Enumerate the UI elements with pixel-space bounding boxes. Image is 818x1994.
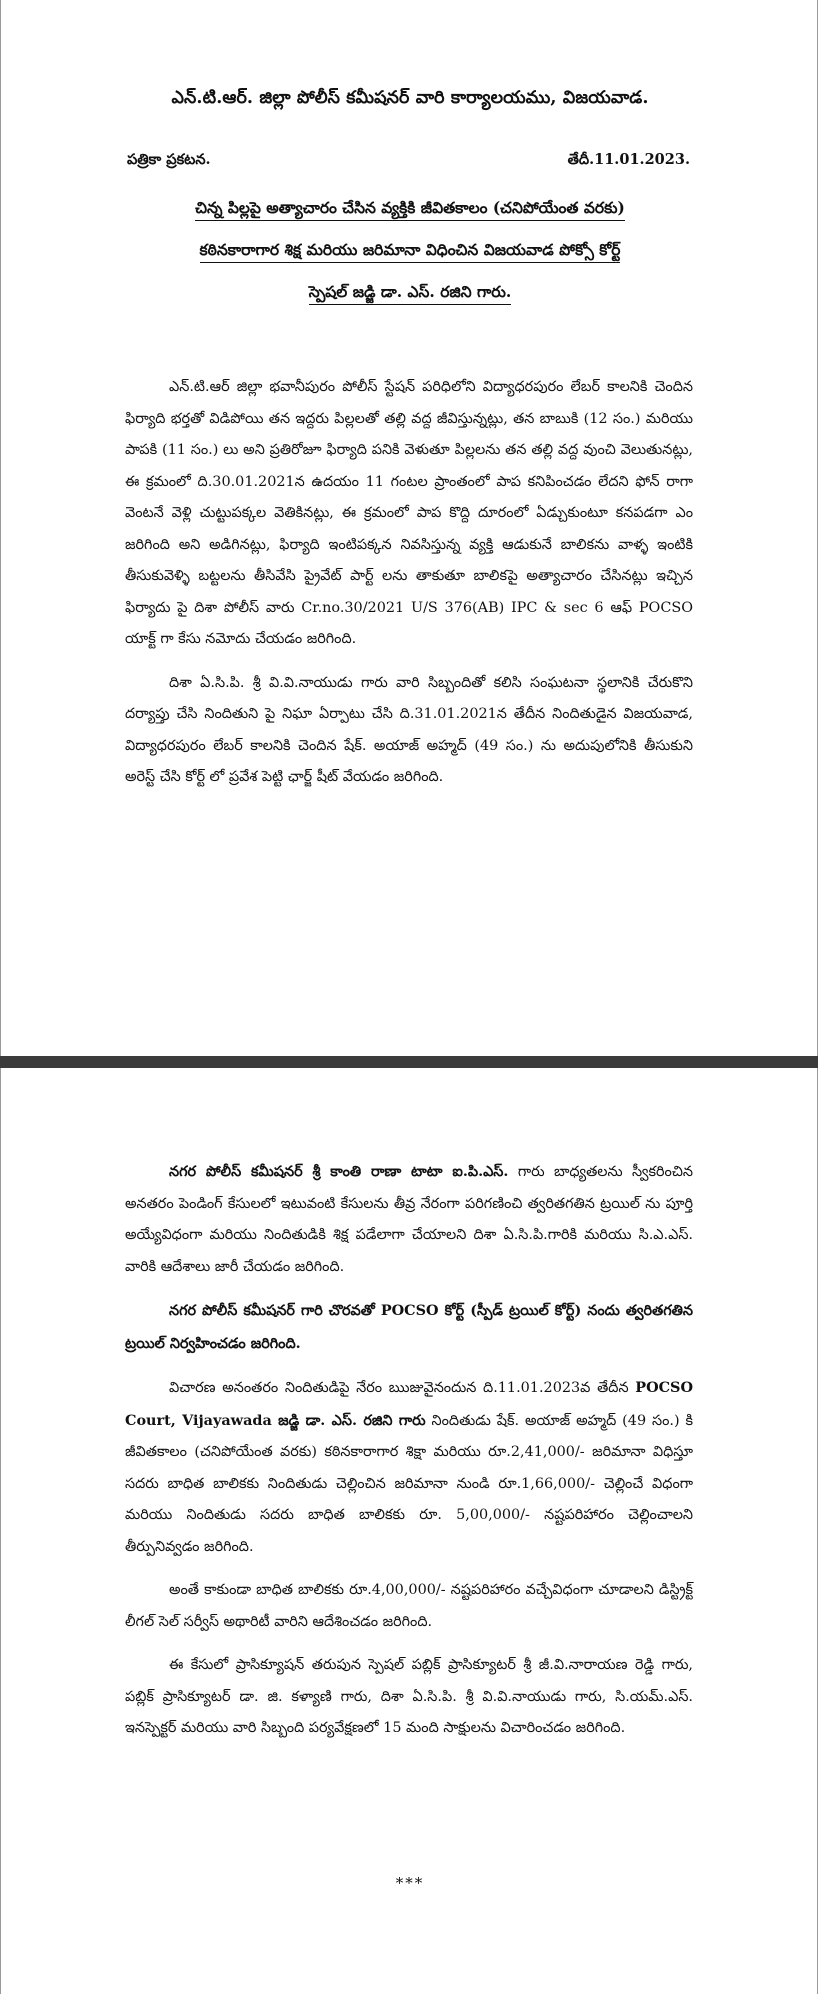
office-title: ఎన్.టి.ఆర్. జిల్లా పోలీస్ కమీషనర్ వారి కార్యాలయము, విజయవాడ. <box>171 88 649 108</box>
document-page-2 <box>0 1068 818 1994</box>
verdict-intro: విచారణ అనంతరం నిందితుడిపై నేరం ఋజువైనందున ది.11.01.2023వ తేదీన <box>169 1380 636 1396</box>
body-section-2 <box>125 1156 693 1745</box>
paragraph-commissioner-orders <box>125 1156 693 1283</box>
body-section-1 <box>125 372 693 794</box>
verdict-text: నిందితుడు షేక్. అయాజ్ అహ్మద్ (49 సం.) కి జీవితకాలం (చనిపోయేంత వరకు) కఠినకారాగార శిక్షా మరియు రూ.2,41,000/- జరిమానా విధిస్తూ సదరు బాధిత బాలికకు నిందితుడు చెల్లించిన జరిమానా నుండి రూ.1,66,000/- చెల్లించే విధంగా మరియు నిందితుడు సదరు బాధిత బాలికకు రూ. 5,00,000/- నష్టపరిహారం చెల్లించాలని తీర్పునివ్వడం జరిగింది. <box>125 1412 694 1555</box>
commissioner-name: నగర పోలీస్ కమీషనర్ శ్రీ కాంతి రాణా టాటా ఐ.పి.ఎస్. <box>169 1163 509 1180</box>
commissioner-orders-text: గారు బాధ్యతలను స్వీకరించిన అనతరం పెండింగ్ కేసులలో ఇటువంటి కేసులను తీవ్ర నేరంగా పరిగణించి త్వరితగతిన ట్రయిల్ ను పూర్తి అయ్యేవిధంగా మరియు నిందితుడికి శిక్ష పడేలాగా చేయాలని దిశా ఏ.సి.పి.గారికి మరియు సి.ఎ.ఎస్. వారికి ఆదేశాలు జారీ చేయడం జరిగింది. <box>125 1164 693 1275</box>
press-release-label: పత్రికా ప్రకటన. <box>127 151 211 168</box>
paragraph-arrest: దిశా ఏ.సి.పి. శ్రీ వి.వి.నాయుడు గారు వారి సిబ్బందితో కలిసి సంఘటనా స్థలానికి చేరుకొని దర్యాప్తు చేసి నిందితుని పై నిఘా ఏర్పాటు చేసి ది.31.01.2021న తేదీన నిందితుడైన విజయవాడ, విద్యాధరపురం లేబర్ కాలనికి చెందిన షేక్. అయాజ్ అహ్మద్ (49 సం.) ను అదుపులోనికి తీసుకుని అరెస్ట్ చేసి కోర్ట్ లో ప్రవేశ పెట్టి ఛార్జ్ షీట్ వేయడం జరిగింది. <box>125 674 693 785</box>
heading-line-3: స్పెషల్ జడ్జి డా. ఎస్. రజిని గారు. <box>1 282 818 305</box>
heading-line-1: చిన్న పిల్లపై అత్యాచారం చేసిన వ్యక్తికి జీవితకాలం (చనిపోయేంత వరకు) <box>1 198 818 221</box>
paragraph-compensation: అంతే కాకుండా బాధిత బాలికకు రూ.4,00,000/- నష్టపరిహారం వచ్చేవిధంగా చూడాలని డిస్ట్రిక్ట్ లీగల్ సెల్ సర్వీస్ అథారిటీ వారిని ఆదేశించడం జరిగింది. <box>125 1582 693 1630</box>
end-stars: *** <box>395 1874 425 1892</box>
paragraph-prosecution: ఈ కేసులో ప్రాసిక్యూషన్ తరుపున స్పెషల్ పబ్లిక్ ప్రాసిక్యూటర్ శ్రీ జీ.వి.నారాయణ రెడ్డి గారు, పబ్లిక్ ప్రాసిక్యూటర్ డా. జి. కళ్యాణి గారు, దిశా ఏ.సి.పి. శ్రీ వి.వి.నాయుడు గారు, సి.యమ్.ఎస్. ఇనస్పెక్టర్ మరియు వారి సిబ్బంది పర్యవేక్షణలో 15 మంది సాక్షులను విచారించడం జరిగింది. <box>125 1657 693 1736</box>
paragraph-speedy-trial <box>125 1295 693 1360</box>
court-judge-name: POCSO Court, Vijayawada జడ్జి డా. ఎస్. రజిని గారు <box>125 1379 693 1429</box>
page-separator <box>0 1056 818 1068</box>
heading-line-2: కఠినకారాగార శిక్ష మరియు జరిమానా విధించిన విజయవాడ పోక్సో కోర్ట్ <box>1 240 818 263</box>
paragraph-verdict <box>125 1372 693 1563</box>
speedy-trial-text: నగర పోలీస్ కమీషనర్ గారి చొరవతో POCSO కోర్ట్ (స్పీడ్ ట్రయిల్ కోర్ట్) నందు త్వరితగతిన ట్రయిల్ నిర్వహించడం జరిగింది. <box>125 1302 693 1352</box>
paragraph-case-details: ఎన్.టి.ఆర్ జిల్లా భవానీపురం పోలీస్ స్టేషన్ పరిధిలోని విద్యాధరపురం లేబర్ కాలనికి చెందిన ఫిర్యాది భర్తతో విడిపోయి తన ఇద్దరు పిల్లలతో తల్లి వద్ద జీవిస్తున్నట్లు, తన బాబుకి (12 సం.) మరియు పాపకి (11 సం.) లు అని ప్రతిరోజూ ఫిర్యాది పనికి వెళుతూ పిల్లలను తన తల్లి వద్ద వుంచి వెలుతునట్లు, ఈ క్రమంలో ది.30.01.2021న ఉదయం 11 గంటల ప్రాంతంలో పాప కనిపించడం లేదని ఫోన్ రాగా వెంటనే వెళ్లి చుట్టుపక్కల వెతికినట్లు, ఈ క్రమంలో పాప కొద్ది దూరంలో ఏడ్చుకుంటూ కనపడగా ఎం జరిగింది అని అడిగినట్లు, ఫిర్యాది ఇంటిపక్కన నివసిస్తున్న వ్యక్తి ఆడుకునే బాలికను వాళ్ళ ఇంటికి తీసుకువెళ్ళి బట్టలను తీసివేసి ప్రైవేట్ పార్ట్ లను తాకుతూ బాలికపై అత్యాచారం చేసినట్లు ఇచ్చిన ఫిర్యాదు పై దిశా పోలీస్ వారు Cr.no.30/2021 U/S 376(AB) IPC & sec 6 ఆఫ్ POCSO యాక్ట్ గా కేసు నమోదు చేయడం జరిగింది. <box>125 379 693 647</box>
release-date: తేదీ.11.01.2023. <box>567 151 690 168</box>
